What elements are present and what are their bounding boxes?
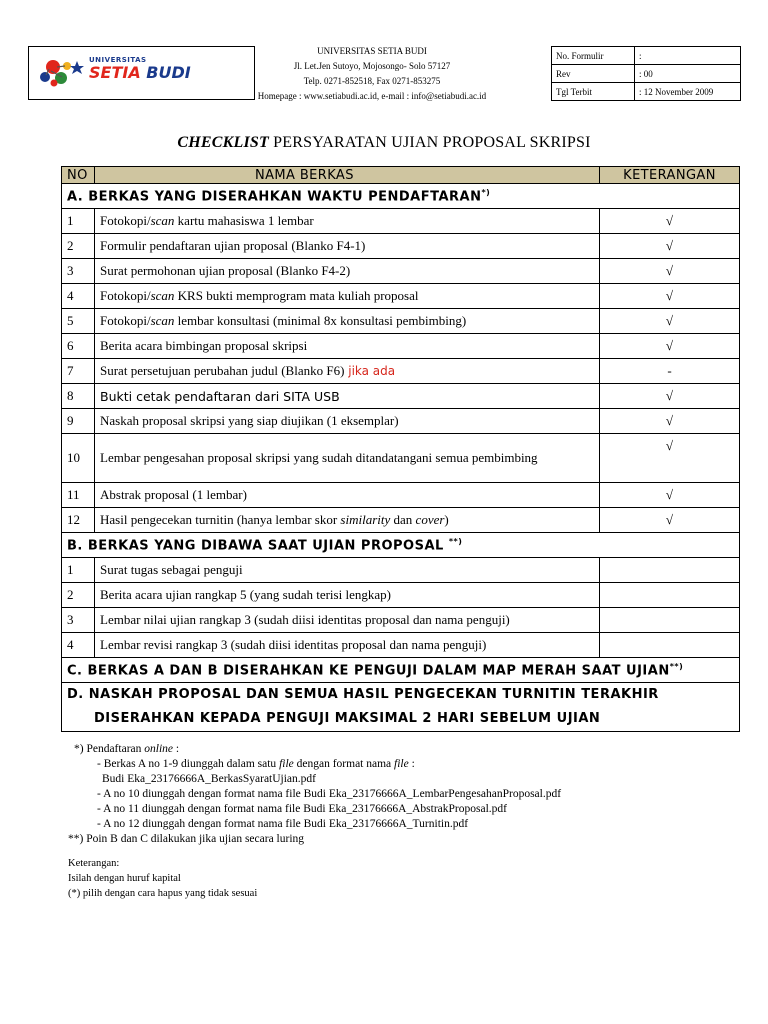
row-ket (600, 558, 740, 583)
header-no: NO (62, 167, 95, 184)
table-row (62, 284, 740, 309)
keterangan-line: Isilah dengan huruf kapital (68, 873, 181, 884)
section-a-title (62, 184, 740, 209)
row-name-text: Fotokopi/ (100, 313, 151, 328)
logo-text-big (89, 63, 191, 82)
table-row (62, 209, 740, 234)
keterangan-line: (*) pilih dengan cara hapus yang tidak sesuai (68, 888, 258, 899)
footnote-line (68, 757, 561, 772)
logo-text-budi: BUDI (146, 63, 191, 82)
row-ket: √ (600, 259, 740, 284)
keterangan-label: Keterangan: (68, 858, 120, 869)
section-c-mark: **) (669, 661, 684, 671)
row-no: 3 (62, 259, 95, 284)
form-info-key: Tgl Terbit (552, 83, 635, 101)
row-name-text: Surat persetujuan perubahan judul (Blanko F6) (100, 363, 345, 378)
row-no: 11 (62, 483, 95, 508)
row-name (95, 359, 600, 384)
row-no: 4 (62, 633, 95, 658)
row-name: Abstrak proposal (1 lembar) (95, 483, 600, 508)
row-no: 1 (62, 558, 95, 583)
page-title-rest: PERSYARATAN UJIAN PROPOSAL SKRIPSI (268, 134, 591, 151)
logo-star-icon (70, 61, 84, 74)
row-no: 4 (62, 284, 95, 309)
table-row (62, 434, 740, 483)
row-name: Berita acara ujian rangkap 5 (yang sudah terisi lengkap) (95, 583, 600, 608)
row-name-text: lembar konsultasi (minimal 8x konsultasi pembimbing) (174, 313, 467, 328)
row-name: Naskah proposal skripsi yang siap diujikan (1 eksemplar) (95, 409, 600, 434)
row-ket: √ (600, 309, 740, 334)
row-name-italic: scan (150, 288, 175, 303)
logo-molecule-blue (40, 72, 50, 82)
footnote-italic: online (144, 743, 173, 755)
table-row (62, 558, 740, 583)
footnote-italic: file (394, 758, 409, 770)
form-info-row (552, 47, 741, 65)
table-row (62, 384, 740, 409)
row-name: Lembar pengesahan proposal skripsi yang sudah ditandatangani semua pembimbing (95, 434, 600, 483)
keterangan-notes (68, 856, 257, 901)
row-no: 12 (62, 508, 95, 533)
section-a-label: A. BERKAS YANG DISERAHKAN WAKTU PENDAFTARAN (67, 189, 482, 205)
row-name-text: Hasil pengecekan turnitin (hanya lembar skor (100, 512, 341, 527)
table-row (62, 508, 740, 533)
section-b-row (62, 533, 740, 558)
row-name: Surat permohonan ujian proposal (Blanko F4-2) (95, 259, 600, 284)
row-ket: √ (600, 334, 740, 359)
row-ket: √ (600, 483, 740, 508)
footnote-text: : (408, 758, 415, 770)
form-info-value: : 12 November 2009 (635, 83, 741, 101)
row-name-text: kartu mahasiswa 1 lembar (174, 213, 314, 228)
row-no: 2 (62, 583, 95, 608)
table-row (62, 608, 740, 633)
section-d-title (62, 683, 740, 732)
footnote-luring: **) Poin B dan C dilakukan jika ujian secara luring (68, 833, 305, 845)
form-info-value: : 00 (635, 65, 741, 83)
row-no: 2 (62, 234, 95, 259)
row-name (95, 508, 600, 533)
footnote-online (68, 742, 561, 757)
page-title (0, 134, 768, 152)
footnote-line: Budi Eka_23176666A_BerkasSyaratUjian.pdf (102, 773, 316, 785)
section-a-row (62, 184, 740, 209)
footnote-line: - A no 12 diunggah dengan format nama file Budi Eka_23176666A_Turnitin.pdf (97, 818, 469, 830)
row-ket: √ (600, 409, 740, 434)
page-title-italic: CHECKLIST (177, 134, 269, 151)
row-name-text: KRS bukti memprogram mata kuliah proposal (174, 288, 419, 303)
row-ket: √ (600, 284, 740, 309)
row-name-text: dan (390, 512, 416, 527)
row-no: 3 (62, 608, 95, 633)
row-ket: √ (600, 384, 740, 409)
row-name: Berita acara bimbingan proposal skripsi (95, 334, 600, 359)
table-header-row (62, 167, 740, 184)
row-ket (600, 583, 740, 608)
logo-text-setia: SETIA (89, 63, 141, 82)
section-b-label: B. BERKAS YANG DIBAWA SAAT UJIAN PROPOSAL (67, 538, 449, 554)
table-row (62, 409, 740, 434)
row-ket: √ (600, 434, 740, 483)
institution-web: Homepage : www.setiabudi.ac.id, e-mail : info@setiabudi.ac.id (257, 91, 487, 101)
row-name-italic: scan (150, 213, 175, 228)
logo-molecule-red-small (51, 80, 58, 87)
footnote-line: - A no 11 diunggah dengan format nama file Budi Eka_23176666A_AbstrakProposal.pdf (97, 803, 507, 815)
row-name-text: ) (444, 512, 449, 527)
form-info-key: No. Formulir (552, 47, 635, 65)
form-info-row (552, 65, 741, 83)
section-d-line-1: D. NASKAH PROPOSAL DAN SEMUA HASIL PENGECEKAN TURNITIN TERAKHIR (67, 687, 659, 702)
table-row (62, 483, 740, 508)
row-ket: √ (600, 209, 740, 234)
row-ket: √ (600, 234, 740, 259)
university-logo (28, 46, 255, 100)
form-info-key: Rev (552, 65, 635, 83)
institution-phone: Telp. 0271-852518, Fax 0271-853275 (303, 76, 441, 86)
institution-address: Jl. Let.Jen Sutoyo, Mojosongo- Solo 57127 (293, 61, 451, 71)
form-info-value: : (635, 47, 741, 65)
row-no: 6 (62, 334, 95, 359)
table-row (62, 633, 740, 658)
row-name: Surat tugas sebagai penguji (95, 558, 600, 583)
row-name: Bukti cetak pendaftaran dari SITA USB (95, 384, 600, 409)
row-ket: √ (600, 508, 740, 533)
logo-text-small: UNIVERSITAS (89, 56, 147, 64)
row-name: Lembar nilai ujian rangkap 3 (sudah diisi identitas proposal dan nama penguji) (95, 608, 600, 633)
table-row (62, 234, 740, 259)
row-name-italic: cover (415, 512, 445, 527)
footnote-line: - A no 10 diunggah dengan format nama file Budi Eka_23176666A_LembarPengesahanProposal.pdf (97, 788, 562, 800)
row-name-italic: similarity (340, 512, 391, 527)
row-ket (600, 633, 740, 658)
row-name: Formulir pendaftaran ujian proposal (Blanko F4-1) (95, 234, 600, 259)
section-c-title (62, 658, 740, 683)
form-info-table (551, 46, 741, 101)
row-ket (600, 608, 740, 633)
section-a-mark: *) (481, 187, 491, 197)
footnote-italic: file (279, 758, 294, 770)
institution-info (232, 44, 512, 104)
row-no: 1 (62, 209, 95, 234)
row-no: 5 (62, 309, 95, 334)
row-name-italic: scan (150, 313, 175, 328)
table-row (62, 583, 740, 608)
footnotes (68, 742, 561, 847)
footnote-text: : (173, 743, 180, 755)
footnote-text: *) Pendaftaran (74, 743, 145, 755)
section-b-mark: **) (448, 536, 463, 546)
section-d-row (62, 683, 740, 732)
row-ket: - (600, 359, 740, 384)
row-no: 10 (62, 434, 95, 483)
table-row (62, 334, 740, 359)
footnote-text: - Berkas A no 1-9 diunggah dalam satu (97, 758, 280, 770)
table-row (62, 359, 740, 384)
row-no: 7 (62, 359, 95, 384)
table-row (62, 259, 740, 284)
section-c-row (62, 658, 740, 683)
row-name (95, 284, 600, 309)
footnote-text: dengan format nama (293, 758, 395, 770)
institution-name: UNIVERSITAS SETIA BUDI (317, 46, 427, 56)
table-row (62, 309, 740, 334)
row-name (95, 309, 600, 334)
row-name: Lembar revisi rangkap 3 (sudah diisi identitas proposal dan nama penguji) (95, 633, 600, 658)
header-ket: KETERANGAN (600, 167, 740, 184)
header-name: NAMA BERKAS (95, 167, 600, 184)
row-name (95, 209, 600, 234)
row-name-text: Fotokopi/ (100, 288, 151, 303)
section-c-label: C. BERKAS A DAN B DISERAHKAN KE PENGUJI DALAM MAP MERAH SAAT UJIAN (67, 663, 670, 679)
checklist-table (61, 166, 740, 732)
row-name-text: Fotokopi/ (100, 213, 151, 228)
section-d-line-2: DISERAHKAN KEPADA PENGUJI MAKSIMAL 2 HARI SEBELUM UJIAN (94, 711, 601, 726)
section-b-title (62, 533, 740, 558)
form-info-row (552, 83, 741, 101)
row-no: 9 (62, 409, 95, 434)
row-name-conditional: jika ada (344, 364, 396, 378)
row-no: 8 (62, 384, 95, 409)
